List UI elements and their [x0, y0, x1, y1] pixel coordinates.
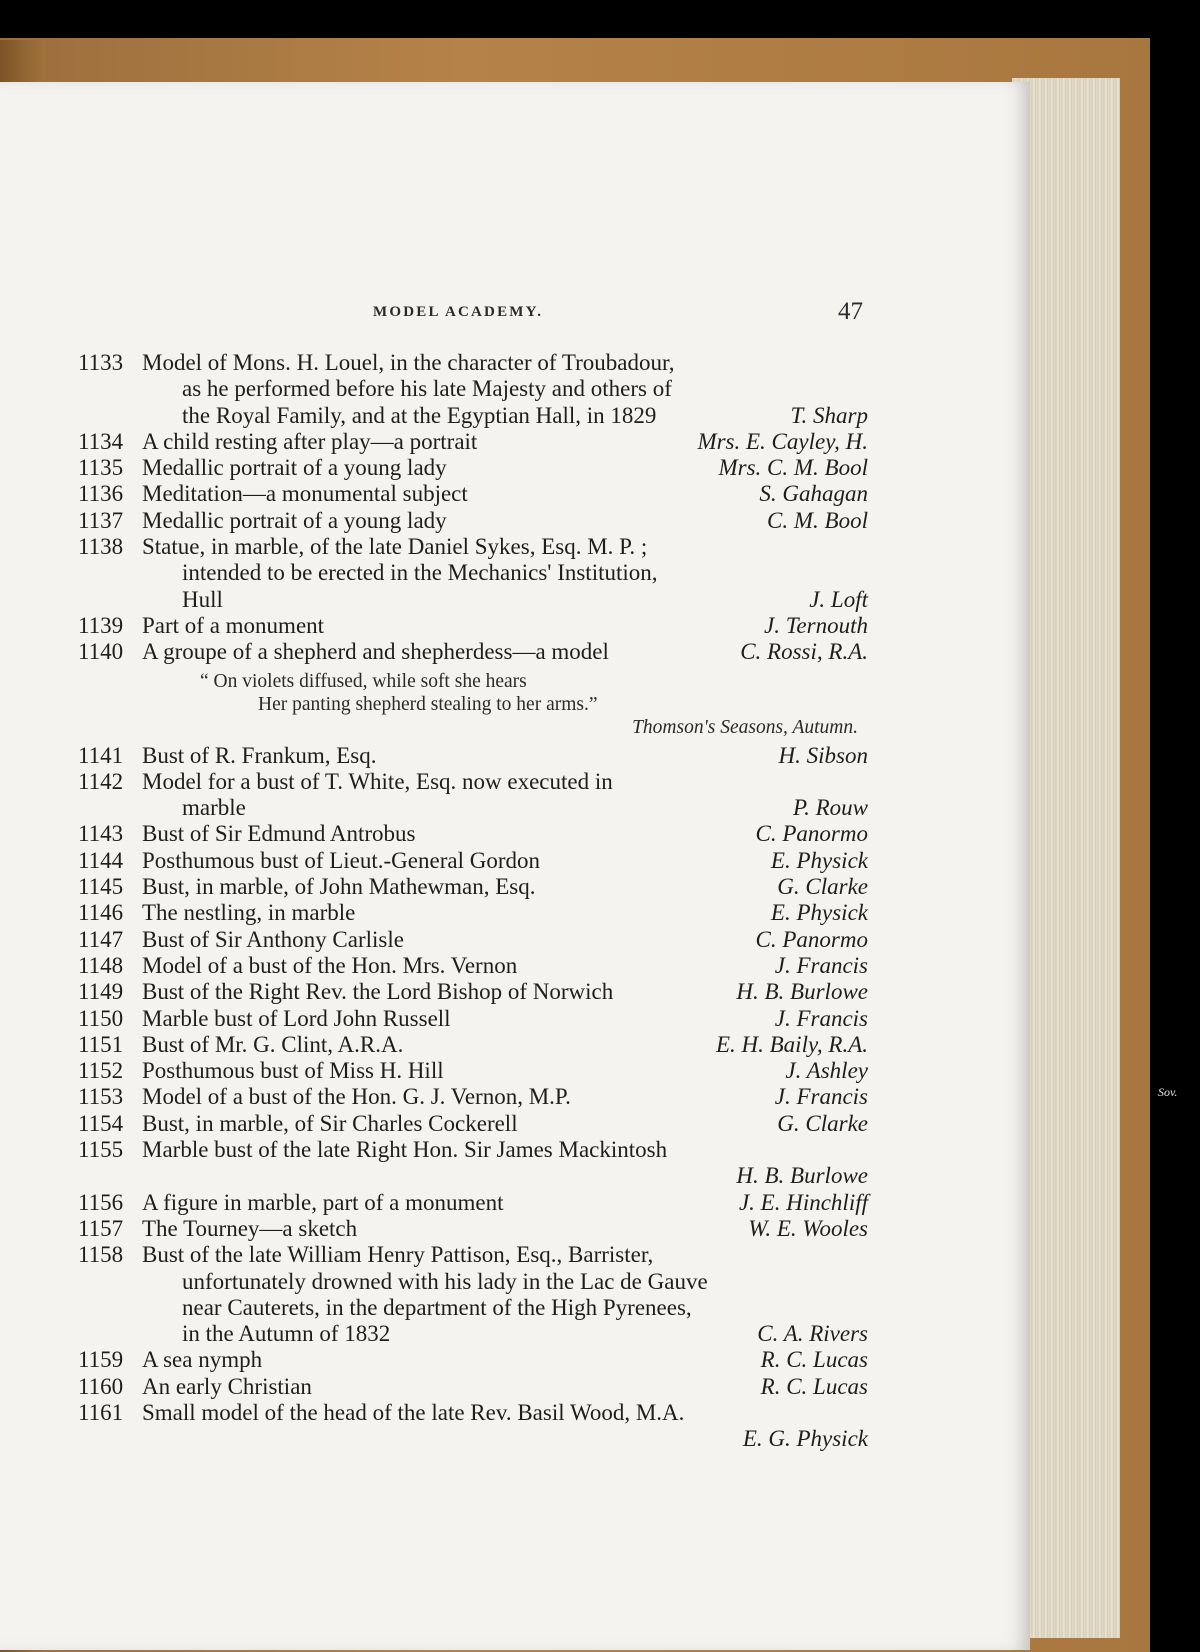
- margin-mark: Sov.: [1158, 1085, 1178, 1099]
- entry-artist: C. Panormo: [755, 926, 868, 952]
- entry-line: [78, 821, 868, 847]
- entry-number: 1159: [78, 1347, 124, 1373]
- entry-title: Medallic portrait of a young lady: [142, 507, 447, 533]
- entry-title: Medallic portrait of a young lady: [142, 455, 447, 481]
- entry-artist: T. Sharp: [790, 402, 868, 428]
- entry-title: A sea nymph: [142, 1347, 263, 1373]
- entry-number: 1154: [78, 1110, 124, 1136]
- entry-number: 1161: [78, 1399, 124, 1425]
- entry-title: Bust of Sir Anthony Carlisle: [142, 926, 404, 952]
- entry-title: Marble bust of the late Right Hon. Sir James Mackintosh: [142, 1137, 668, 1163]
- entry-line: [78, 1295, 868, 1321]
- entry-line: [78, 1111, 868, 1137]
- catalogue-entry: [78, 1374, 868, 1400]
- entry-line: [78, 900, 868, 926]
- catalogue-entry: [78, 927, 868, 953]
- entry-artist: E. Physick: [770, 847, 868, 873]
- catalogue-entry: [78, 1242, 868, 1347]
- quotation-source: Thomson's Seasons, Autumn.: [632, 716, 858, 738]
- entry-line: [78, 639, 868, 665]
- entry-title: A groupe of a shepherd and shepherdess—a model: [142, 639, 609, 665]
- entry-title: Statue, in marble, of the late Daniel Sykes, Esq. M. P. ;: [142, 534, 648, 560]
- entry-number: 1134: [78, 428, 124, 454]
- entry-title: Bust of the late William Henry Pattison, Esq., Barrister,: [142, 1242, 654, 1268]
- entry-artist: W. E. Wooles: [748, 1215, 868, 1241]
- entry-line: [78, 455, 868, 481]
- entry-artist: J. Francis: [774, 1084, 868, 1110]
- entry-line: [78, 953, 868, 979]
- catalogue-entry: [78, 953, 868, 979]
- catalogue-entry: [78, 1032, 868, 1058]
- entry-artist: H. Sibson: [778, 742, 868, 768]
- entry-line: [78, 1058, 868, 1084]
- entry-line: [78, 743, 868, 769]
- entry-line: [78, 613, 868, 639]
- catalogue-entry: [78, 1058, 868, 1084]
- entry-artist: R. C. Lucas: [760, 1347, 868, 1373]
- entry-title: intended to be erected in the Mechanics' Institution,: [182, 560, 658, 586]
- entry-line: [78, 1321, 868, 1347]
- entry-number: 1136: [78, 481, 124, 507]
- entry-artist: Mrs. E. Cayley, H.: [697, 428, 868, 454]
- entry-artist: G. Clarke: [777, 874, 868, 900]
- catalogue-entries: [78, 350, 868, 1453]
- entry-artist: H. B. Burlowe: [736, 1163, 868, 1189]
- entry-line: [78, 1163, 868, 1189]
- entry-artist: C. M. Bool: [767, 507, 868, 533]
- entry-line: [78, 1190, 868, 1216]
- entry-number: 1153: [78, 1084, 124, 1110]
- entry-line: [78, 1216, 868, 1242]
- entry-line: [78, 403, 868, 429]
- catalogue-entry: [78, 1190, 868, 1216]
- entry-number: 1147: [78, 926, 124, 952]
- running-title: MODEL ACADEMY.: [373, 304, 544, 320]
- catalogue-entry: [78, 900, 868, 926]
- entry-number: 1133: [78, 350, 124, 375]
- entry-artist: J. Francis: [774, 1005, 868, 1031]
- catalogue-entry: [78, 769, 868, 822]
- entry-title: as he performed before his late Majesty and others of: [182, 376, 672, 402]
- quotation: [78, 670, 868, 739]
- catalogue-entry: [78, 979, 868, 1005]
- catalogue-entry: [78, 874, 868, 900]
- catalogue-entry: [78, 1111, 868, 1137]
- entry-title: Bust of the Right Rev. the Lord Bishop of Norwich: [142, 979, 614, 1005]
- entry-title: unfortunately drowned with his lady in the Lac de Gauve: [182, 1268, 708, 1294]
- entry-number: 1143: [78, 821, 124, 847]
- entry-artist: S. Gahagan: [759, 481, 868, 507]
- entry-number: 1144: [78, 847, 124, 873]
- entry-line: [78, 429, 868, 455]
- entry-number: 1138: [78, 534, 124, 560]
- entry-number: 1135: [78, 455, 124, 481]
- catalogue-entry: [78, 429, 868, 455]
- entry-artist: H. B. Burlowe: [736, 979, 868, 1005]
- catalogue-entry: [78, 639, 868, 665]
- entry-number: 1156: [78, 1189, 124, 1215]
- catalogue-entry: [78, 350, 868, 429]
- entry-line: [78, 874, 868, 900]
- entry-title: The nestling, in marble: [142, 900, 356, 926]
- entry-title: The Tourney—a sketch: [142, 1215, 358, 1241]
- entry-title: Marble bust of Lord John Russell: [142, 1005, 451, 1031]
- entry-line: [78, 927, 868, 953]
- catalogue-entry: [78, 534, 868, 613]
- entry-artist: J. Ternouth: [764, 612, 868, 638]
- entry-artist: R. C. Lucas: [760, 1373, 868, 1399]
- entry-line: [78, 1347, 868, 1373]
- catalogue-entry: [78, 455, 868, 481]
- entry-line: [78, 534, 868, 560]
- catalogue-entry: [78, 1084, 868, 1110]
- entry-title: Meditation—a monumental subject: [142, 481, 468, 507]
- entry-line: [78, 481, 868, 507]
- entry-title: near Cauterets, in the department of the High Pyrenees,: [182, 1294, 692, 1320]
- entry-artist: J. E. Hinchliff: [738, 1189, 868, 1215]
- entry-number: 1139: [78, 612, 124, 638]
- catalogue-entry: [78, 613, 868, 639]
- entry-number: 1146: [78, 900, 124, 926]
- entry-number: 1160: [78, 1373, 124, 1399]
- entry-number: 1150: [78, 1005, 124, 1031]
- catalogue-entry: [78, 1216, 868, 1242]
- entry-artist: C. A. Rivers: [757, 1321, 868, 1347]
- entry-line: [78, 508, 868, 534]
- running-head: [0, 298, 1030, 330]
- entry-line: [78, 1084, 868, 1110]
- entry-title: Bust of Sir Edmund Antrobus: [142, 821, 416, 847]
- entry-title: Model for a bust of T. White, Esq. now executed in: [142, 768, 613, 794]
- catalogue-entry: [78, 743, 868, 769]
- entry-line: [78, 769, 868, 795]
- catalogue-entry: [78, 508, 868, 534]
- entry-number: 1142: [78, 768, 124, 794]
- entry-title: An early Christian: [142, 1373, 312, 1399]
- entry-number: 1145: [78, 874, 124, 900]
- entry-title: Bust of Mr. G. Clint, A.R.A.: [142, 1031, 404, 1057]
- entry-number: 1141: [78, 742, 124, 768]
- entry-artist: G. Clarke: [777, 1110, 868, 1136]
- quotation-line: Her panting shepherd stealing to her arms.”: [258, 693, 598, 715]
- entry-artist: E. G. Physick: [742, 1426, 868, 1452]
- entry-title: Posthumous bust of Miss H. Hill: [142, 1058, 444, 1084]
- entry-line: [78, 350, 868, 376]
- entry-title: marble: [182, 795, 246, 821]
- entry-number: 1151: [78, 1031, 124, 1057]
- entry-artist: Mrs. C. M. Bool: [718, 455, 868, 481]
- entry-number: 1137: [78, 507, 124, 533]
- entry-artist: P. Rouw: [793, 795, 868, 821]
- entry-artist: E. Physick: [770, 900, 868, 926]
- entry-artist: E. H. Baily, R.A.: [715, 1031, 868, 1057]
- catalogue-entry: [78, 1347, 868, 1373]
- entry-title: Model of Mons. H. Louel, in the character of Troubadour,: [142, 350, 675, 375]
- entry-line: [78, 1242, 868, 1268]
- catalogue-entry: [78, 1137, 868, 1190]
- book-page: [0, 82, 1030, 1650]
- entry-title: Model of a bust of the Hon. G. J. Vernon, M.P.: [142, 1084, 571, 1110]
- entry-number: 1152: [78, 1058, 124, 1084]
- catalogue-entry: [78, 1006, 868, 1032]
- entry-artist: J. Loft: [809, 586, 868, 612]
- entry-line: [78, 795, 868, 821]
- entry-line: [78, 848, 868, 874]
- catalogue-entry: [78, 481, 868, 507]
- entry-number: 1155: [78, 1137, 124, 1163]
- page-number: 47: [838, 298, 863, 325]
- entry-number: 1140: [78, 639, 124, 665]
- entry-line: [78, 1269, 868, 1295]
- entry-line: [78, 979, 868, 1005]
- catalogue-entry: [78, 848, 868, 874]
- entry-line: [78, 1032, 868, 1058]
- entry-line: [78, 1374, 868, 1400]
- quotation-line: “ On violets diffused, while soft she hears: [200, 670, 527, 692]
- entry-line: [78, 587, 868, 613]
- entry-artist: C. Rossi, R.A.: [740, 639, 868, 665]
- entry-artist: J. Francis: [774, 952, 868, 978]
- catalogue-entry: [78, 821, 868, 847]
- entry-line: [78, 1006, 868, 1032]
- entry-line: [78, 376, 868, 402]
- entry-title: A child resting after play—a portrait: [142, 428, 478, 454]
- entry-title: Small model of the head of the late Rev. Basil Wood, M.A.: [142, 1399, 685, 1425]
- catalogue-entry: [78, 1400, 868, 1453]
- entry-number: 1157: [78, 1215, 124, 1241]
- entry-number: 1158: [78, 1242, 124, 1268]
- entry-line: [78, 560, 868, 586]
- entry-line: [78, 1400, 868, 1426]
- entry-number: 1149: [78, 979, 124, 1005]
- entry-artist: J. Ashley: [785, 1058, 868, 1084]
- entry-title: Bust, in marble, of John Mathewman, Esq.: [142, 874, 536, 900]
- entry-title: Posthumous bust of Lieut.-General Gordon: [142, 847, 540, 873]
- entry-line: [78, 1137, 868, 1163]
- entry-title: Bust of R. Frankum, Esq.: [142, 742, 377, 768]
- entry-title: Part of a monument: [142, 612, 325, 638]
- entry-line: [78, 1426, 868, 1452]
- entry-title: Hull: [182, 586, 223, 612]
- entry-title: in the Autumn of 1832: [182, 1321, 391, 1347]
- entry-title: Bust, in marble, of Sir Charles Cockerell: [142, 1110, 518, 1136]
- entry-title: A figure in marble, part of a monument: [142, 1189, 504, 1215]
- entry-number: 1148: [78, 952, 124, 978]
- entry-artist: C. Panormo: [755, 821, 868, 847]
- entry-title: the Royal Family, and at the Egyptian Hall, in 1829: [182, 402, 657, 428]
- entry-title: Model of a bust of the Hon. Mrs. Vernon: [142, 952, 518, 978]
